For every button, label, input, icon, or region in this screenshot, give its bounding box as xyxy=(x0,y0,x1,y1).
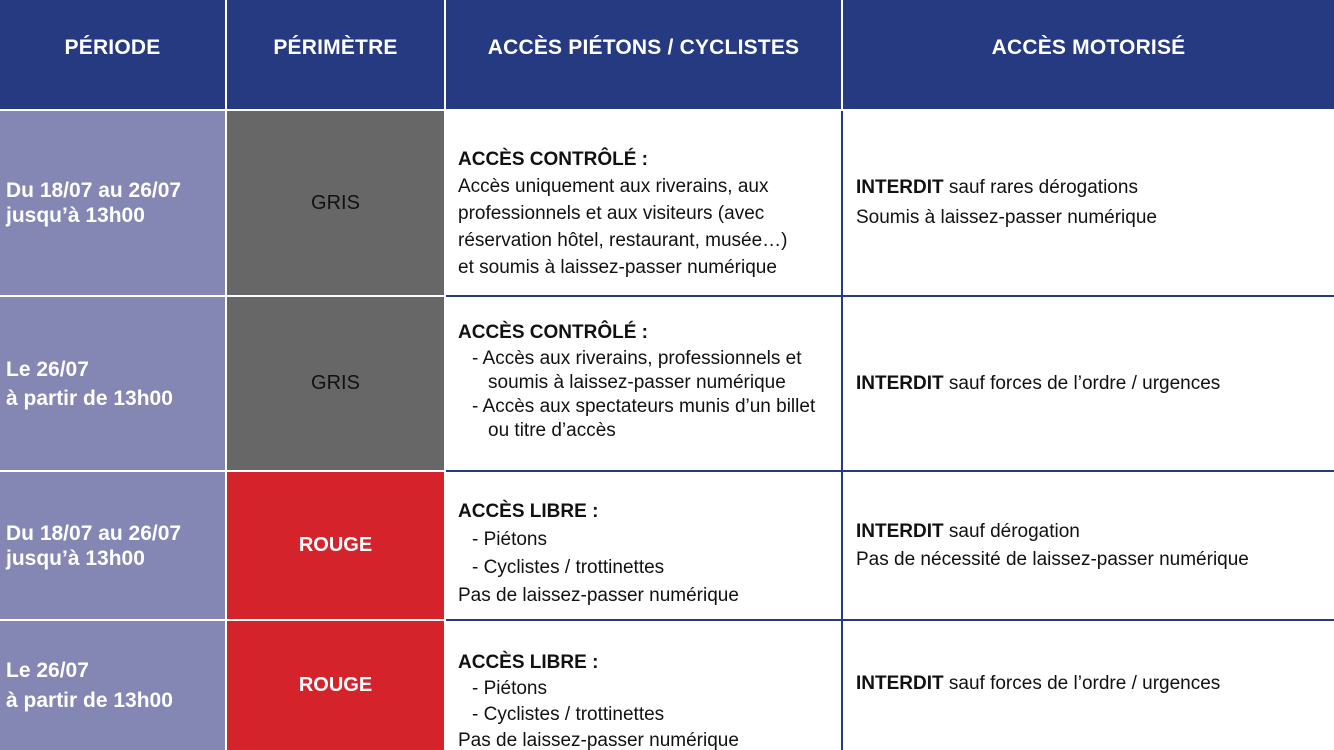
row4-pietons-title: ACCÈS LIBRE : xyxy=(458,652,599,673)
row4-periode-line2: à partir de 13h00 xyxy=(6,688,173,712)
row3-periode-line2: jusqu’à 13h00 xyxy=(6,546,145,570)
row1-motorise xyxy=(843,111,1334,297)
row1-pietons-line2: professionnels et aux visiteurs (avec xyxy=(458,203,765,224)
row3-pietons-title: ACCÈS LIBRE : xyxy=(458,501,599,522)
row3-perimetre: ROUGE xyxy=(227,472,446,621)
row2-motorise-bold: INTERDIT xyxy=(856,372,944,394)
row1-motorise-bold: INTERDIT xyxy=(856,177,944,198)
row3-pietons xyxy=(446,472,843,621)
row1-periode-line2: jusqu’à 13h00 xyxy=(6,204,145,227)
row4-motorise xyxy=(843,621,1334,750)
row2-periode-line2: à partir de 13h00 xyxy=(6,386,173,410)
row3-motorise-rest: sauf dérogation xyxy=(943,520,1080,542)
row1-periode-line1: Du 18/07 au 26/07 xyxy=(6,179,182,202)
header-motorise: ACCÈS MOTORISÉ xyxy=(843,0,1334,111)
row3-pietons-item2: - Cyclistes / trottinettes xyxy=(472,557,665,578)
row2-motorise-rest: sauf forces de l’ordre / urgences xyxy=(943,372,1221,394)
row3-motorise xyxy=(843,472,1334,621)
row4-pietons xyxy=(446,621,843,750)
row2-perimetre: GRIS xyxy=(227,297,446,472)
row3-motorise-line1 xyxy=(856,518,1334,546)
row1-motorise-rest: sauf rares dérogations xyxy=(943,177,1138,198)
row2-pietons-item2: - Accès aux spectateurs munis d’un billet ou titre d’accès xyxy=(472,396,816,441)
row1-perimetre: GRIS xyxy=(227,111,446,297)
row2-periode-line1: Le 26/07 xyxy=(6,357,89,381)
row1-pietons-line3: réservation hôtel, restaurant, musée…) xyxy=(458,230,788,251)
row3-periode-line1: Du 18/07 au 26/07 xyxy=(6,521,182,545)
row3-pietons-footer: Pas de laissez-passer numérique xyxy=(458,585,739,606)
row3-pietons-item1: - Piétons xyxy=(472,529,547,550)
row4-pietons-item2: - Cyclistes / trottinettes xyxy=(472,704,665,725)
header-pietons: ACCÈS PIÉTONS / CYCLISTES xyxy=(446,0,843,111)
row4-pietons-footer: Pas de laissez-passer numérique xyxy=(458,730,739,750)
row1-pietons-line4: et soumis à laissez-passer numérique xyxy=(458,257,777,278)
row4-pietons-item1: - Piétons xyxy=(472,678,547,699)
row2-periode xyxy=(0,297,227,472)
row4-perimetre: ROUGE xyxy=(227,621,446,750)
row1-motorise-line1 xyxy=(856,173,1334,203)
row2-pietons-item1: - Accès aux riverains, professionnels et soumis à laissez-passer numérique xyxy=(472,348,802,393)
row1-pietons-line1: Accès uniquement aux riverains, aux xyxy=(458,176,769,197)
row2-pietons xyxy=(446,297,843,472)
row4-periode-line1: Le 26/07 xyxy=(6,658,89,682)
row1-motorise-line2: Soumis à laissez-passer numérique xyxy=(856,207,1157,228)
row3-motorise-bold: INTERDIT xyxy=(856,520,944,542)
row4-periode xyxy=(0,621,227,750)
row4-motorise-line1 xyxy=(856,673,1334,695)
row3-periode xyxy=(0,472,227,621)
row2-motorise xyxy=(843,297,1334,472)
header-perimetre: PÉRIMÈTRE xyxy=(227,0,446,111)
row4-motorise-bold: INTERDIT xyxy=(856,672,944,694)
row4-motorise-rest: sauf forces de l’ordre / urgences xyxy=(943,672,1221,694)
row2-motorise-line1 xyxy=(856,373,1334,395)
row2-pietons-title: ACCÈS CONTRÔLÉ : xyxy=(458,322,648,343)
row1-pietons-title: ACCÈS CONTRÔLÉ : xyxy=(458,149,648,170)
row3-motorise-line2: Pas de nécessité de laissez-passer numérique xyxy=(856,548,1249,570)
row1-pietons xyxy=(446,111,843,297)
header-periode: PÉRIODE xyxy=(0,0,227,111)
row1-periode xyxy=(0,111,227,297)
